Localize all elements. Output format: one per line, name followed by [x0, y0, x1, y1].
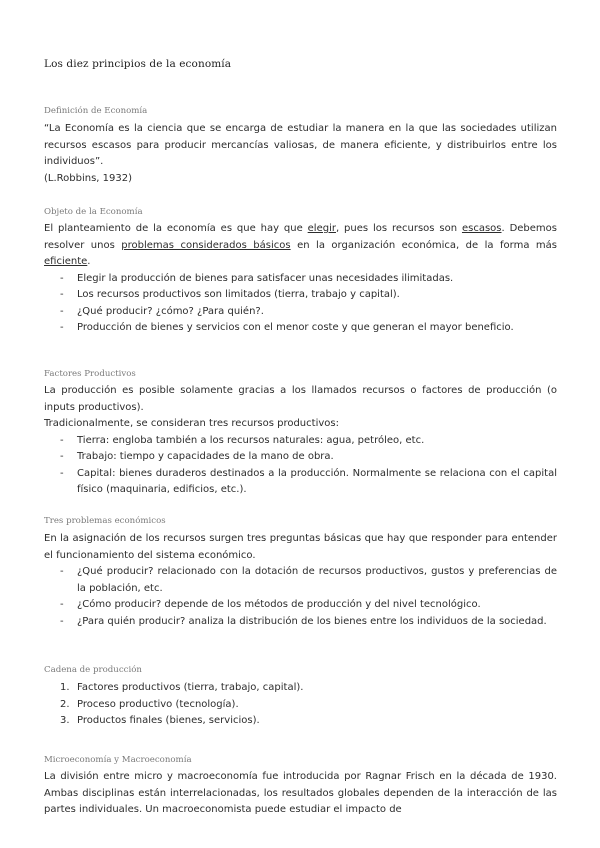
objeto-block: [44, 221, 557, 337]
bullet-marker: -: [60, 566, 64, 577]
list-item-text: Proceso productivo (tecnología).: [77, 698, 239, 710]
objeto-underline-escasos: escasos: [461, 223, 502, 234]
bullet-marker: -: [60, 599, 64, 610]
factores-paragraph-2: Tradicionalmente, se consideran tres recursos productivos:: [44, 418, 339, 429]
bullet-marker: -: [60, 434, 64, 446]
bullet-marker: -: [60, 467, 64, 479]
bullet-marker: -: [60, 289, 64, 300]
objeto-underline-elegir: elegir: [307, 223, 336, 234]
list-item: [44, 713, 557, 730]
heading-factores: Factores Productivos: [44, 369, 136, 379]
factores-block: [44, 383, 557, 499]
list-item-text: ¿Cómo producir? depende de los métodos de producción y del nivel tecnológico.: [77, 599, 481, 610]
heading-definicion: Definición de Economía: [44, 106, 148, 116]
list-item-text: Tierra: engloba también a los recursos naturales: agua, petróleo, etc.: [77, 434, 425, 446]
bullet-marker: -: [60, 322, 64, 333]
problemas-paragraph: En la asignación de los recursos surgen tres preguntas básicas que hay que responder para entender el funcionamiento del sistema económico.: [44, 533, 557, 561]
objeto-text-2: , pues los recursos son: [335, 223, 458, 234]
list-item-text: Elegir la producción de bienes para satisfacer unas necesidades ilimitadas.: [77, 272, 454, 284]
list-item: [44, 320, 557, 337]
objeto-text-3: . Debemos resolver unos: [44, 223, 557, 251]
list-item: [44, 597, 557, 614]
list-item: [44, 680, 557, 697]
problemas-block: [44, 531, 557, 630]
page-title: Los diez principios de la economía: [44, 58, 232, 70]
list-number: 1.: [60, 682, 70, 693]
factores-list: [44, 433, 557, 499]
objeto-list: [44, 271, 557, 337]
heading-micro-macro: Microeconomía y Macroeconomía: [44, 755, 192, 765]
objeto-text-5: .: [87, 256, 91, 267]
objeto-paragraph: [44, 221, 557, 271]
bullet-marker: -: [60, 272, 64, 284]
list-item: [44, 271, 557, 288]
list-item: [44, 697, 557, 714]
list-item-text: Producción de bienes y servicios con el menor coste y que generan el mayor beneficio.: [77, 322, 514, 333]
micro-paragraph: La división entre micro y macroeconomía fue introducida por Ragnar Frisch en la década de 1930. Ambas disciplinas están interrelacionadas, los resultados globales dependen de la interacción de las partes individuales. Un macroeconomista puede estudiar el impacto de: [44, 771, 557, 815]
definicion-author: (L.Robbins, 1932): [44, 172, 132, 184]
list-item-text: ¿Para quién producir? analiza la distribución de los bienes entre los individuos de la sociedad.: [77, 615, 547, 627]
bullet-marker: -: [60, 615, 64, 627]
list-item-text: Factores productivos (tierra, trabajo, capital).: [77, 682, 304, 693]
heading-objeto: Objeto de la Economía: [44, 207, 143, 217]
definicion-quote: “La Economía es la ciencia que se encarga de estudiar la manera en la que las sociedades utilizan recursos escasos para producir mercancías valiosas, de manera eficiente, y distribuirlos entre los individuos”.: [44, 123, 557, 167]
list-item: [44, 287, 557, 304]
list-item-text: Capital: bienes duraderos destinados a la producción. Normalmente se relaciona con el capital físico (maquinaria, edificios, etc.).: [77, 467, 557, 495]
list-number: 2.: [60, 698, 70, 710]
list-item: [44, 449, 557, 466]
objeto-underline-problemas: problemas considerados básicos: [121, 239, 291, 251]
list-item: [44, 614, 557, 631]
factores-paragraph-1: La producción es posible solamente gracias a los llamados recursos o factores de producción (o inputs productivos).: [44, 385, 557, 413]
problemas-list: [44, 564, 557, 630]
objeto-underline-eficiente: eficiente: [44, 256, 88, 267]
list-item-text: ¿Qué producir? ¿cómo? ¿Para quién?.: [77, 305, 264, 317]
list-item: [44, 304, 557, 321]
bullet-marker: -: [60, 451, 64, 462]
objeto-text-4: en la organización económica, de la forma más: [297, 239, 558, 251]
list-item: [44, 433, 557, 450]
heading-problemas: Tres problemas económicos: [44, 516, 166, 526]
objeto-text-1: El planteamiento de la economía es que hay que: [44, 223, 303, 234]
cadena-list: [44, 680, 557, 730]
bullet-marker: -: [60, 305, 64, 317]
list-item: [44, 564, 557, 597]
list-item: [44, 466, 557, 499]
heading-cadena: Cadena de producción: [44, 665, 142, 675]
micro-block: [44, 769, 557, 819]
cadena-block: [44, 680, 557, 730]
definicion-block: [44, 121, 557, 187]
list-item-text: Los recursos productivos son limitados (tierra, trabajo y capital).: [77, 289, 400, 300]
list-item-text: ¿Qué producir? relacionado con la dotación de recursos productivos, gustos y preferencias de la población, etc.: [77, 566, 557, 594]
list-number: 3.: [60, 715, 70, 726]
list-item-text: Trabajo: tiempo y capacidades de la mano de obra.: [77, 451, 334, 462]
list-item-text: Productos finales (bienes, servicios).: [77, 715, 260, 726]
